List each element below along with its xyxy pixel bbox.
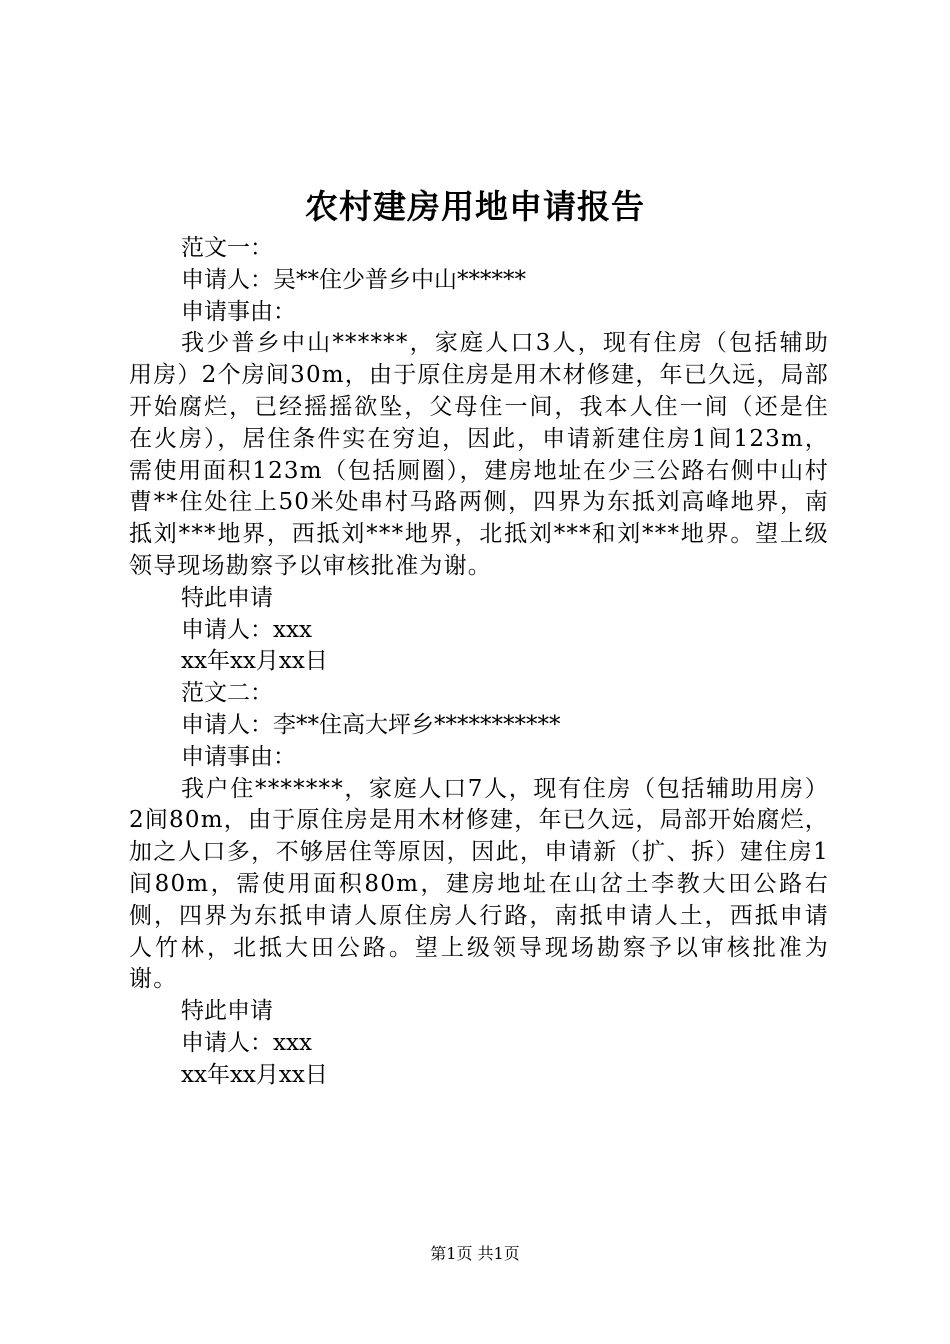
sample1-closing: 特此申请 (181, 584, 273, 611)
sample1-date: xx年xx月xx日 (181, 648, 328, 675)
sample1-applicant-line: 申请人：吴**住少普乡中山****** (181, 266, 526, 293)
sample1-reason-label: 申请事由： (181, 298, 296, 325)
sample1-body-paragraph: 我少普乡中山******，家庭人口3人，现有住房（包括辅助用房）2个房间30m，由于原住房是用木材修建，年已久远，局部开始腐烂，已经摇摇欲坠，父母住一间，我本人住一间（还是住在火房），居住条件实在穷迫，因此，申请新建住房1间123m，需使用面积123m（包括厕圈），建房地址在少三公路右侧中山村曹**住处往上50米处串村马路两侧，四界为东抵刘高峰地界，南抵刘***地界，西抵刘***地界，北抵刘***和刘***地界。望上级领导现场勘察予以审核批准为谢。 (129, 330, 829, 579)
sample2-signature: 申请人：xxx (181, 1029, 312, 1056)
page-footer: 第1页 共1页 (430, 1244, 520, 1263)
sample2-heading: 范文二： (181, 680, 273, 707)
sample1-signature: 申请人：xxx (181, 616, 312, 643)
sample2-closing: 特此申请 (181, 998, 273, 1025)
sample2-body-paragraph: 我户住*******，家庭人口7人，现有住房（包括辅助用房）2间80m，由于原住房是用木材修建，年已久远，局部开始腐烂，加之人口多，不够居住等原因，因此，申请新（扩、拆）建住房1间80m，需使用面积80m，建房地址在山岔土李教大田公路右侧，四界为东抵申请人原住房人行路，南抵申请人土，西抵申请人竹林，北抵大田公路。望上级领导现场勘察予以审核批准为谢。 (129, 775, 829, 993)
sample2-date: xx年xx月xx日 (181, 1061, 328, 1088)
sample2-reason-label: 申请事由： (181, 743, 296, 770)
sample2-applicant-line: 申请人：李**住高大坪乡*********** (181, 711, 561, 738)
document-title: 农村建房用地申请报告 (305, 187, 645, 226)
document-body (129, 233, 829, 1092)
sample1-heading: 范文一： (181, 235, 273, 261)
